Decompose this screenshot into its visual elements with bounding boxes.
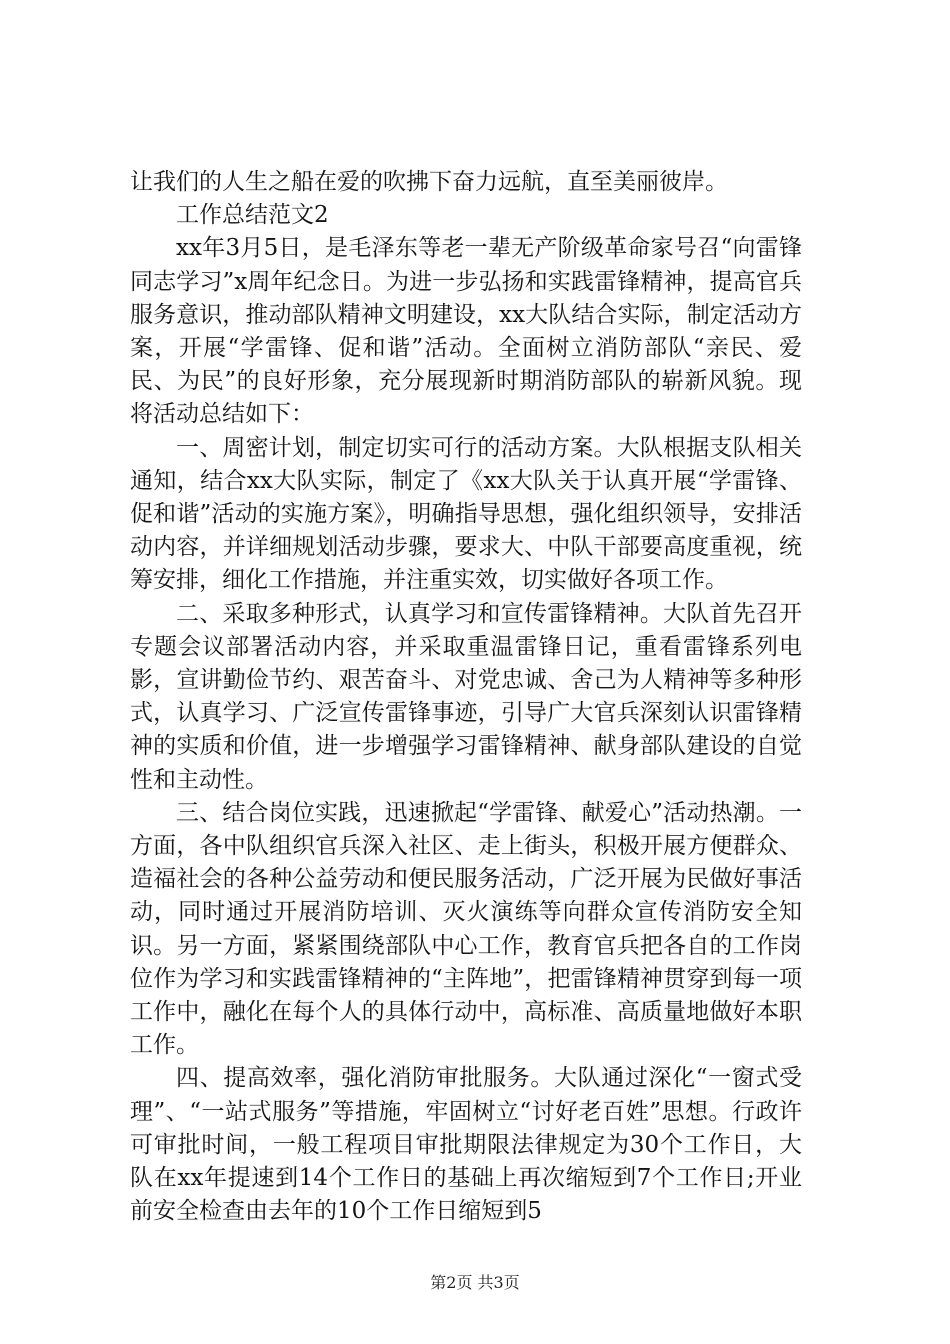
paragraph-point-1: 一、周密计划，制定切实可行的活动方案。大队根据支队相关通知，结合xx大队实际，制定了《xx大队关于认真开展“学雷锋、促和谐”活动的实施方案》，明确指导思想，强化组织领导，安排活动内容，并详细规划活动步骤，要求大、中队干部要高度重视，统筹安排，细化工作措施，并注重实效，切实做好各项工作。 <box>130 434 802 594</box>
paragraph-point-3: 三、结合岗位实践，迅速掀起“学雷锋、献爱心”活动热潮。一方面，各中队组织官兵深入社区、走上街头，积极开展方便群众、造福社会的各种公益劳动和便民服务活动，广泛开展为民做好事活动，同时通过开展消防培训、灭火演练等向群众宣传消防安全知识。另一方面，紧紧围绕部队中心工作，教育官兵把各自的工作岗位作为学习和实践雷锋精神的“主阵地”，把雷锋精神贯穿到每一项工作中，融化在每个人的具体行动中，高标准、高质量地做好本职工作。 <box>130 799 802 1059</box>
paragraph-continuation: 让我们的人生之船在爱的吹拂下奋力远航，直至美丽彼岸。 <box>130 169 728 195</box>
paragraph-intro: xx年3月5日，是毛泽东等老一辈无产阶级革命家号召“向雷锋同志学习”x周年纪念日。为进一步弘扬和实践雷锋精神，提高官兵服务意识，推动部队精神文明建设，xx大队结合实际，制定活动方案，开展“学雷锋、促和谐”活动。全面树立消防部队“亲民、爱民、为民”的良好形象，充分展现新时期消防部队的崭新风貌。现将活动总结如下： <box>130 235 802 428</box>
section-title: 工作总结范文2 <box>176 202 329 229</box>
paragraph-point-2: 二、采取多种形式，认真学习和宣传雷锋精神。大队首先召开专题会议部署活动内容，并采取重温雷锋日记，重看雷锋系列电影，宣讲勤俭节约、艰苦奋斗、对党忠诚、舍己为人精神等多种形式，认真学习、广泛宣传雷锋事迹，引导广大官兵深刻认识雷锋精神的实质和价值，进一步增强学习雷锋精神、献身部队建设的自觉性和主动性。 <box>130 600 802 793</box>
paragraph-point-4: 四、提高效率，强化消防审批服务。大队通过深化“一窗式受理”、“一站式服务”等措施，牢固树立“讨好老百姓”思想。行政许可审批时间，一般工程项目审批期限法律规定为30个工作日，大队在xx年提速到14个工作日的基础上再次缩短到7个工作日;开业前安全检查由去年的10个工作日缩短到5 <box>130 1065 802 1225</box>
document-body <box>130 166 802 1229</box>
page-number: 第2页 共3页 <box>430 1273 520 1292</box>
